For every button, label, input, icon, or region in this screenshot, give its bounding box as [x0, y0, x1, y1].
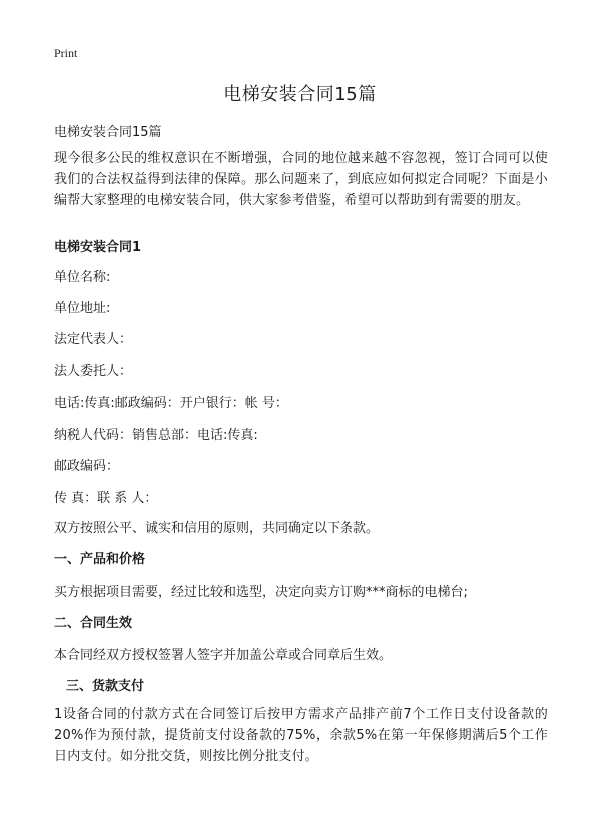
- section-text-effect: 本合同经双方授权签署人签字并加盖公章或合同章后生效。: [54, 648, 393, 663]
- field-fax-contact: 传 真：联 系 人：: [54, 491, 158, 506]
- document-subtitle: 电梯安装合同15篇: [54, 125, 162, 140]
- field-legal-agent: 法人委托人：: [54, 364, 133, 379]
- section-text-payment: 1设备合同的付款方式在合同签订后按甲方需求产品排产前7个工作日支付设备款的20%作为预付款，提货前支付设备款的75%，余款5%在第一年保修期满后5个工作日内支付。如分批交货，则按比例分批支付。: [54, 707, 548, 764]
- page-title: 电梯安装合同15篇: [223, 84, 377, 105]
- field-tax-line: 纳税人代码：销售总部：电话:传真:: [54, 428, 258, 443]
- section-heading-payment: 三、货款支付: [66, 679, 145, 694]
- contract-heading: 电梯安装合同1: [54, 240, 142, 255]
- field-legal-rep: 法定代表人：: [54, 332, 133, 347]
- section-text-products: 买方根据项目需要，经过比较和选型，决定向卖方订购***商标的电梯台;: [54, 585, 468, 600]
- agreement-text: 双方按照公平、诚实和信用的原则，共同确定以下条款。: [54, 521, 380, 536]
- field-unit-address: 单位地址:: [54, 301, 111, 316]
- field-unit-name: 单位名称:: [54, 270, 111, 285]
- field-contact-line: 电话:传真:邮政编码：开户银行：帐 号：: [54, 396, 288, 411]
- print-label: Print: [54, 46, 78, 60]
- field-postcode: 邮政编码：: [54, 459, 120, 474]
- section-heading-products: 一、产品和价格: [54, 552, 146, 567]
- section-heading-effect: 二、合同生效: [54, 616, 133, 631]
- intro-paragraph: 现今很多公民的维权意识在不断增强，合同的地位越来越不容忽视，签订合同可以使我们的合法权益得到法律的保障。那么问题来了，到底应如何拟定合同呢？下面是小编帮大家整理的电梯安装合同，供大家参考借鉴，希望可以帮助到有需要的朋友。: [54, 151, 548, 208]
